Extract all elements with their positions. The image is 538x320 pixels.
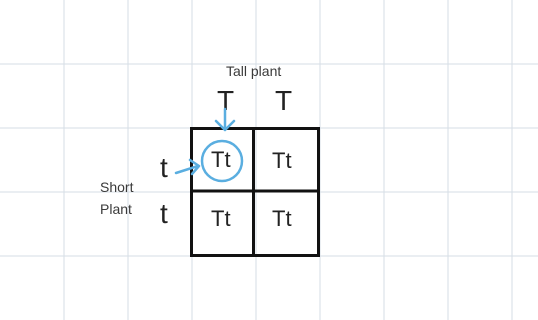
top-parent-label: Tall plant (226, 63, 282, 79)
punnett-cell-r1c2: Tt (272, 148, 292, 173)
side-parent-label-line2: Plant (100, 201, 132, 217)
punnett-cell-r2c1: Tt (211, 206, 231, 231)
side-allele-1: t (160, 152, 168, 183)
top-allele-1: T (217, 85, 235, 116)
side-allele-2: t (160, 198, 168, 229)
punnett-cell-r1c1: Tt (211, 147, 231, 172)
top-allele-2: T (275, 85, 293, 116)
side-parent-label-line1: Short (100, 179, 134, 195)
punnett-square (190, 127, 320, 257)
punnett-cell-r2c2: Tt (272, 206, 292, 231)
